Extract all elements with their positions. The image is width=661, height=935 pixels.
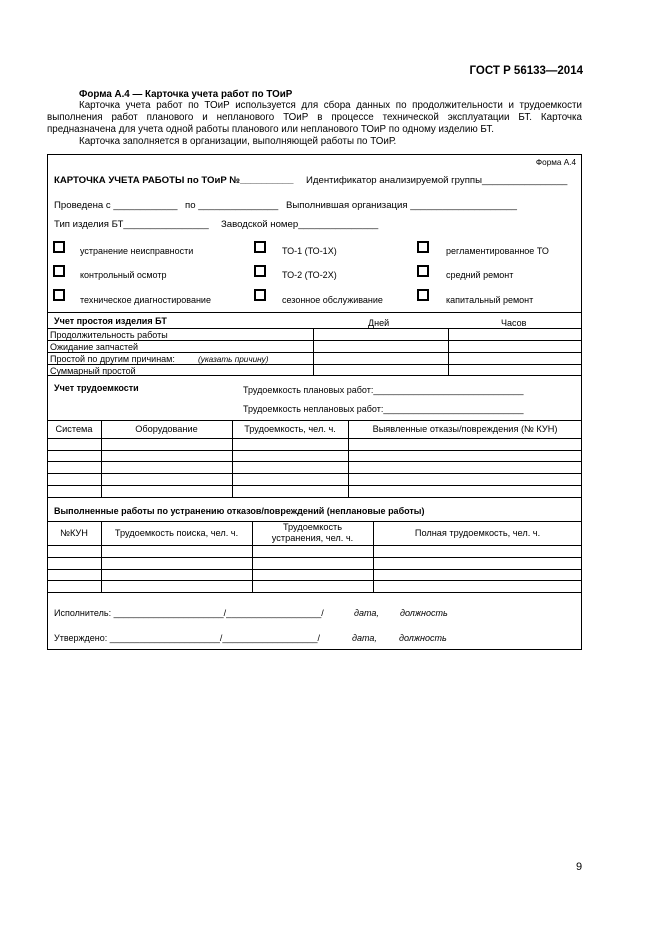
executor-position-label: должность bbox=[400, 608, 448, 618]
divider bbox=[47, 312, 582, 313]
checkbox-fault-repair[interactable] bbox=[53, 241, 65, 253]
downtime-row: Простой по другим причинам: bbox=[50, 354, 175, 364]
table-line bbox=[47, 485, 582, 486]
executor-date-label: дата, bbox=[354, 608, 379, 618]
unplanned-col-fix-line2: устранения, чел. ч. bbox=[271, 533, 354, 543]
page-number: 9 bbox=[576, 861, 583, 873]
serial-number-field[interactable]: Заводской номер_______________ bbox=[221, 219, 379, 230]
label-inspection: контрольный осмотр bbox=[80, 270, 167, 280]
unplanned-col-total: Полная трудоемкость, чел. ч. bbox=[414, 528, 541, 538]
label-fault-repair: устранение неисправности bbox=[80, 246, 194, 256]
downtime-row: Ожидание запчастей bbox=[50, 342, 139, 352]
approved-position-label: должность bbox=[399, 633, 447, 643]
unplanned-col-kun: №КУН bbox=[60, 528, 88, 538]
downtime-col-days: Дней bbox=[368, 318, 390, 328]
labor-col-hours: Трудоемкость, чел. ч. bbox=[244, 424, 336, 434]
conducted-from-field[interactable]: Проведена с ____________ bbox=[54, 200, 178, 211]
table-line bbox=[47, 461, 582, 462]
intro-paragraph-2: Карточка заполняется в организации, выполняющей работы по ТОиР. bbox=[79, 136, 397, 147]
downtime-row: Суммарный простой bbox=[50, 366, 136, 376]
checkbox-regulated-to[interactable] bbox=[417, 241, 429, 253]
labor-planned-field[interactable]: Трудоемкость плановых работ:______________________________ bbox=[243, 385, 524, 395]
row-line bbox=[47, 340, 582, 341]
table-line bbox=[47, 473, 582, 474]
checkbox-diagnostics[interactable] bbox=[53, 289, 65, 301]
label-overhaul: капитальный ремонт bbox=[446, 295, 534, 305]
labor-col-equipment: Оборудование bbox=[135, 424, 198, 434]
table-line bbox=[47, 545, 582, 546]
labor-col-system: Система bbox=[55, 424, 93, 434]
checkbox-inspection[interactable] bbox=[53, 265, 65, 277]
intro-paragraph-1: Карточка учета работ по ТОиР используется для сбора данных по продолжительности и трудоемкости выполнения работ планового и непланового ТОиР в процессе технической эксплуатации БТ. Карточка предназначена для учета одной работы планового или непланового ТОиР по одному изделию БТ. bbox=[47, 100, 582, 135]
form-heading: Форма А.4 — Карточка учета работ по ТОиР bbox=[79, 89, 293, 100]
downtime-title: Учет простоя изделия БТ bbox=[54, 316, 167, 326]
checkbox-to2[interactable] bbox=[254, 265, 266, 277]
col-line bbox=[448, 328, 449, 375]
approved-field[interactable]: Утверждено: ______________________/___________________/ bbox=[54, 633, 321, 643]
table-line bbox=[47, 557, 582, 558]
unplanned-col-search: Трудоемкость поиска, чел. ч. bbox=[114, 528, 239, 538]
product-type-field[interactable]: Тип изделия БТ________________ bbox=[54, 219, 209, 230]
label-regulated-to: регламентированное ТО bbox=[446, 246, 549, 256]
other-reason-note: (указать причину) bbox=[198, 355, 269, 364]
label-seasonal: сезонное обслуживание bbox=[282, 295, 383, 305]
card-title: КАРТОЧКА УЧЕТА РАБОТЫ по ТОиР №__________ bbox=[54, 175, 294, 186]
table-line bbox=[47, 450, 582, 451]
labor-unplanned-field[interactable]: Трудоемкость неплановых работ:____________________________ bbox=[243, 404, 524, 414]
checkbox-to1[interactable] bbox=[254, 241, 266, 253]
table-line bbox=[47, 580, 582, 581]
table-line bbox=[47, 497, 582, 498]
approved-date-label: дата, bbox=[352, 633, 377, 643]
form-label: Форма А.4 bbox=[535, 158, 576, 167]
label-medium-repair: средний ремонт bbox=[446, 270, 514, 280]
row-line bbox=[47, 364, 582, 365]
checkbox-seasonal[interactable] bbox=[254, 289, 266, 301]
group-id-field[interactable]: Идентификатор анализируемой группы________________ bbox=[306, 175, 568, 186]
standard-code: ГОСТ Р 56133—2014 bbox=[469, 65, 583, 77]
label-to1: ТО-1 (ТО-1Х) bbox=[282, 246, 337, 256]
conducted-to-field[interactable]: по _______________ bbox=[185, 200, 279, 211]
performing-org-field[interactable]: Выполнившая организация ____________________ bbox=[286, 200, 517, 211]
checkbox-medium-repair[interactable] bbox=[417, 265, 429, 277]
downtime-col-hours: Часов bbox=[501, 318, 527, 328]
row-line bbox=[47, 352, 582, 353]
labor-title: Учет трудоемкости bbox=[54, 383, 139, 393]
label-diagnostics: техническое диагностирование bbox=[80, 295, 211, 305]
table-line bbox=[47, 438, 582, 439]
unplanned-work-title: Выполненные работы по устранению отказов/повреждений (неплановые работы) bbox=[54, 506, 425, 516]
col-line bbox=[313, 328, 314, 375]
executor-field[interactable]: Исполнитель: ______________________/___________________/ bbox=[54, 608, 324, 618]
table-line bbox=[47, 569, 582, 570]
row-line bbox=[47, 328, 582, 329]
labor-col-failures: Выявленные отказы/повреждения (№ КУН) bbox=[372, 424, 558, 434]
label-to2: ТО-2 (ТО-2Х) bbox=[282, 270, 337, 280]
downtime-row: Продолжительность работы bbox=[50, 330, 168, 340]
table-line bbox=[47, 420, 582, 421]
checkbox-overhaul[interactable] bbox=[417, 289, 429, 301]
table-line bbox=[47, 592, 582, 593]
unplanned-col-fix-line1: Трудоемкость bbox=[282, 522, 343, 532]
